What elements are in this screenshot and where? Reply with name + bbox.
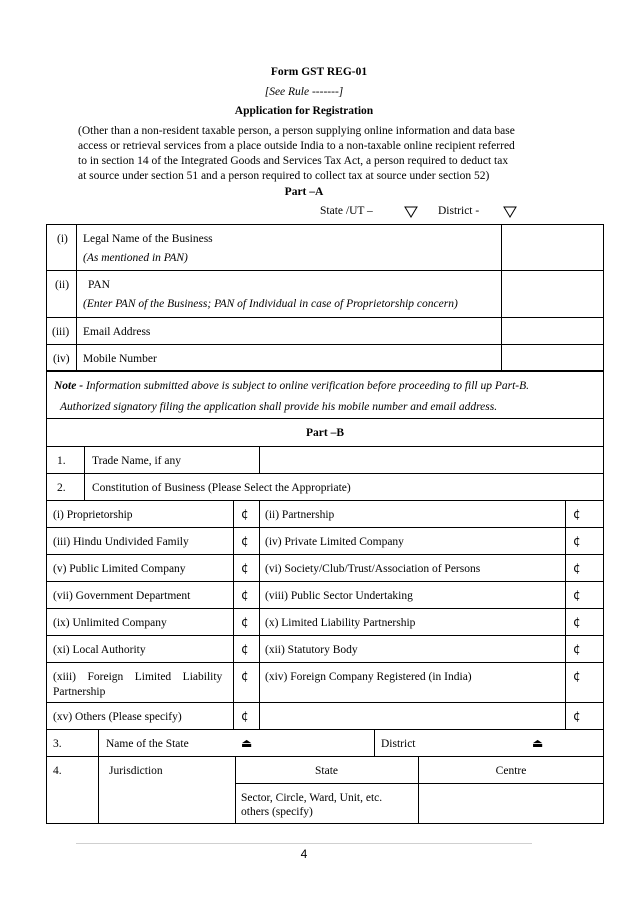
district-label: District - [438, 205, 480, 217]
state-ut-label: State /UT – [320, 205, 373, 217]
option-foreign-llp: (xiii) Foreign Limited Liability [53, 671, 223, 683]
note-line-2: Authorized signatory filing the application shall provide his mobile number and email address. [60, 401, 498, 413]
option-statutory-body: (xii) Statutory Body [265, 644, 358, 656]
centre-jurisdiction-input[interactable] [419, 784, 603, 823]
row-num: (i) [57, 233, 68, 245]
email-label: Email Address [83, 326, 151, 338]
district-dropdown-icon[interactable]: ⏏ [532, 736, 544, 750]
jurisdiction-centre-header: Centre [495, 765, 527, 777]
row-num: (iv) [53, 353, 70, 365]
state-name-label: Name of the State [106, 738, 189, 750]
state-dropdown-icon[interactable]: ⏏ [241, 736, 253, 750]
checkbox-statutory-body[interactable]: ¢ [573, 642, 581, 656]
note-line-1: Note - Information submitted above is subject to online verification before proceeding to fill up Part-B. [54, 380, 530, 392]
option-proprietorship: (i) Proprietorship [53, 509, 133, 521]
option-unlimited: (ix) Unlimited Company [53, 617, 167, 629]
others-specify-input[interactable] [260, 703, 565, 729]
intro-text [78, 124, 548, 184]
checkbox-local-authority[interactable]: ¢ [241, 642, 249, 656]
checkbox-huf[interactable]: ¢ [241, 534, 249, 548]
option-psu: (viii) Public Sector Undertaking [265, 590, 413, 602]
option-others: (xv) Others (Please specify) [53, 711, 182, 723]
form-title: Form GST REG-01 [270, 66, 368, 78]
page-number: 4 [300, 847, 308, 861]
legal-name-label: Legal Name of the Business [83, 233, 213, 245]
checkbox-private-ltd[interactable]: ¢ [573, 534, 581, 548]
checkbox-llp[interactable]: ¢ [573, 615, 581, 629]
checkbox-foreign-llp[interactable]: ¢ [241, 669, 249, 683]
part-b-heading: Part –B [305, 427, 344, 439]
footer-divider [76, 843, 532, 844]
trade-name-label: Trade Name, if any [92, 455, 181, 467]
option-partnership: (ii) Partnership [265, 509, 335, 521]
jurisdiction-label: Jurisdiction [109, 765, 163, 777]
checkbox-others[interactable]: ¢ [241, 709, 249, 723]
district-label-b: District [381, 738, 416, 750]
checkbox-psu[interactable]: ¢ [573, 588, 581, 602]
mobile-input[interactable] [502, 345, 603, 371]
intro-line: access or retrieval services from a place outside India to a non-taxable online recipient referred [78, 140, 515, 152]
intro-line: to in section 14 of the Integrated Goods and Services Tax Act, a person required to deduct tax [78, 155, 509, 167]
checkbox-society[interactable]: ¢ [573, 561, 581, 575]
legal-name-input[interactable] [502, 225, 603, 270]
jurisdiction-state-header: State [315, 765, 338, 777]
legal-name-hint: (As mentioned in PAN) [83, 252, 188, 264]
row-num: 3. [53, 738, 62, 750]
option-local-authority: (xi) Local Authority [53, 644, 146, 656]
intro-line: (Other than a non-resident taxable person, a person supplying online information and data base [78, 125, 515, 137]
option-society: (vi) Society/Club/Trust/Association of Persons [265, 563, 481, 575]
state-dropdown[interactable] [404, 206, 418, 221]
checkbox-foreign-company[interactable]: ¢ [573, 669, 581, 683]
row-num: 2. [57, 482, 66, 494]
option-foreign-llp-cont: Partnership [53, 686, 106, 698]
row-num: (iii) [52, 326, 70, 338]
sector-label-line-1: Sector, Circle, Ward, Unit, etc. [241, 792, 383, 804]
triangle-down-icon [404, 206, 418, 218]
checkbox-public-ltd[interactable]: ¢ [241, 561, 249, 575]
option-govt-dept: (vii) Government Department [53, 590, 191, 602]
option-foreign-company: (xiv) Foreign Company Registered (in India) [265, 671, 472, 683]
option-public-ltd: (v) Public Limited Company [53, 563, 186, 575]
checkbox-proprietorship[interactable]: ¢ [241, 507, 249, 521]
pan-label: PAN [88, 279, 110, 291]
pan-hint: (Enter PAN of the Business; PAN of Individual in case of Proprietorship concern) [83, 298, 458, 310]
checkbox-govt-dept[interactable]: ¢ [241, 588, 249, 602]
checkbox-unlimited[interactable]: ¢ [241, 615, 249, 629]
intro-line: at source under section 51 and a person required to collect tax at source under section 52) [78, 170, 490, 182]
sector-label-line-2: others (specify) [241, 806, 313, 818]
trade-name-input[interactable] [260, 447, 603, 473]
option-huf: (iii) Hindu Undivided Family [53, 536, 189, 548]
checkbox-others-specify[interactable]: ¢ [573, 709, 581, 723]
constitution-label: Constitution of Business (Please Select the Appropriate) [92, 482, 351, 494]
mobile-label: Mobile Number [83, 353, 157, 365]
email-input[interactable] [502, 318, 603, 344]
row-num: (ii) [55, 279, 70, 291]
row-num: 1. [57, 455, 66, 467]
form-subtitle: Application for Registration [234, 105, 374, 117]
option-private-ltd: (iv) Private Limited Company [265, 536, 404, 548]
row-num: 4. [53, 765, 62, 777]
rule-reference: [See Rule -------] [264, 86, 344, 98]
option-llp: (x) Limited Liability Partnership [265, 617, 416, 629]
pan-input[interactable] [502, 271, 603, 317]
checkbox-partnership[interactable]: ¢ [573, 507, 581, 521]
part-a-heading: Part –A [284, 186, 324, 198]
district-dropdown[interactable] [503, 206, 517, 221]
triangle-down-icon [503, 206, 517, 218]
